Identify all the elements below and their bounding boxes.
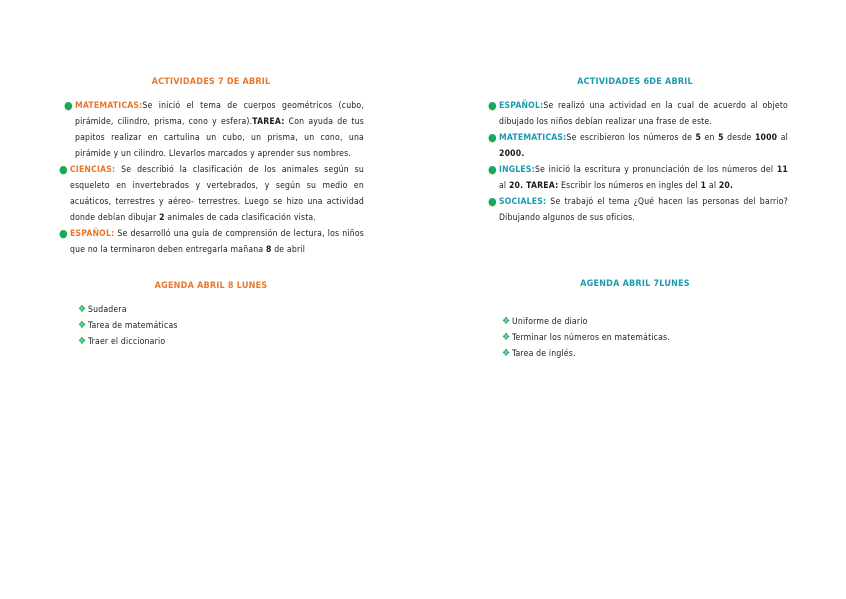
number: 2 (159, 213, 165, 223)
left-item-matematicas (64, 98, 364, 162)
green-diamond-icon: ❖ (78, 336, 87, 347)
item-text: Se inició el tema de cuerpos geométricos (cubo, pirámide, cilindro, prisma, cono y esfera). (75, 101, 364, 127)
green-diamond-icon: ❖ (502, 332, 511, 343)
left-item-ciencias (59, 162, 364, 226)
right-activities-heading: ACTIVIDADES 6DE ABRIL (577, 77, 693, 87)
agenda-item-label: Terminar los números en matemáticas. (512, 333, 670, 343)
left-agenda-list (78, 302, 364, 350)
agenda-item (502, 346, 788, 362)
green-dot-icon: ● (488, 99, 497, 112)
green-dot-icon: ● (59, 227, 68, 240)
item-text: al (706, 181, 719, 191)
agenda-item (502, 330, 788, 346)
number: 2000. (499, 149, 525, 159)
green-diamond-icon: ❖ (78, 304, 87, 315)
subject-label: ESPAÑOL: (70, 229, 115, 239)
number: 8 (265, 245, 272, 255)
item-text: al (499, 181, 509, 191)
green-dot-icon: ● (64, 99, 73, 112)
number: 20. TAREA: (508, 181, 559, 191)
item-text: Se describió la clasificación de los animales según su esqueleto en invertebrados y vertebrados, y según su medio en acuáticos, terrestres y aéreo- terrestres. Luego se hizo una actividad donde debían dibujar (70, 165, 364, 223)
green-dot-icon: ● (59, 163, 68, 176)
right-agenda-list (502, 314, 788, 362)
left-column (58, 74, 364, 350)
green-diamond-icon: ❖ (78, 320, 87, 331)
item-text: Se inició la escritura y pronunciación de los números del (534, 165, 777, 175)
agenda-item-label: Tarea de matemáticas (88, 321, 178, 331)
item-text: Se escribieron los números de (566, 133, 696, 143)
green-diamond-icon: ❖ (502, 348, 511, 359)
left-agenda-heading: AGENDA ABRIL 8 LUNES (154, 281, 268, 291)
right-item-sociales (488, 194, 788, 226)
agenda-item (78, 302, 364, 318)
item-text: Se realizó una actividad en la cual de acuerdo al objeto dibujado los niños debían realizar una frase de este. (499, 101, 788, 127)
subject-label: MATEMATICAS: (75, 101, 143, 111)
item-text: Escribir los números en ingles del (558, 181, 701, 191)
agenda-item (78, 318, 364, 334)
number: 20. (718, 181, 734, 191)
right-item-ingles (488, 162, 788, 194)
agenda-item-label: Tarea de inglés. (512, 349, 576, 359)
right-activities-list (488, 98, 788, 226)
tarea-label: TAREA: (252, 117, 285, 127)
item-text: de abril (271, 245, 306, 255)
green-diamond-icon: ❖ (502, 316, 511, 327)
item-text: Se desarrolló una guía de comprensión de lectura, los niños que no la terminaron deben entregarla mañana (70, 229, 364, 255)
subject-label: CIENCIAS: (70, 165, 116, 175)
agenda-item (502, 314, 788, 330)
agenda-item (78, 334, 364, 350)
item-text: Se trabajó el tema ¿Qué hacen las personas del barrio? Dibujando algunos de sus oficios. (499, 197, 788, 223)
number: 1 (700, 181, 707, 191)
subject-label: SOCIALES: (499, 197, 547, 207)
green-dot-icon: ● (488, 195, 497, 208)
right-agenda-heading: AGENDA ABRIL 7LUNES (580, 279, 690, 289)
left-item-espanol (59, 226, 364, 258)
item-text: Con ayuda de tus papitos realizar en cartulina un cubo, un prisma, un cono, una pirámide y un cilindro. Llevarlos marcados y aprender sus nombres. (75, 117, 364, 159)
green-dot-icon: ● (488, 131, 497, 144)
item-text: al (777, 133, 788, 143)
item-text: en (701, 133, 719, 143)
right-item-matematicas (488, 130, 788, 162)
item-text: animales de cada clasificación vista. (164, 213, 317, 223)
left-activities-list (58, 98, 364, 258)
subject-label: MATEMATICAS: (499, 133, 567, 143)
item-text: desde (723, 133, 755, 143)
agenda-item-label: Traer el diccionario (88, 337, 166, 347)
number: 5 (718, 133, 724, 143)
green-dot-icon: ● (488, 163, 497, 176)
agenda-item-label: Sudadera (88, 305, 127, 315)
agenda-item-label: Uniforme de diario (512, 317, 588, 327)
left-activities-heading: ACTIVIDADES 7 DE ABRIL (151, 77, 271, 87)
number: 1000 (754, 133, 778, 143)
subject-label: ESPAÑOL: (499, 101, 544, 111)
subject-label: INGLES: (499, 165, 535, 175)
number: 5 (695, 133, 702, 143)
right-item-espanol (488, 98, 788, 130)
right-column (482, 74, 788, 362)
number: 11 (776, 165, 788, 175)
